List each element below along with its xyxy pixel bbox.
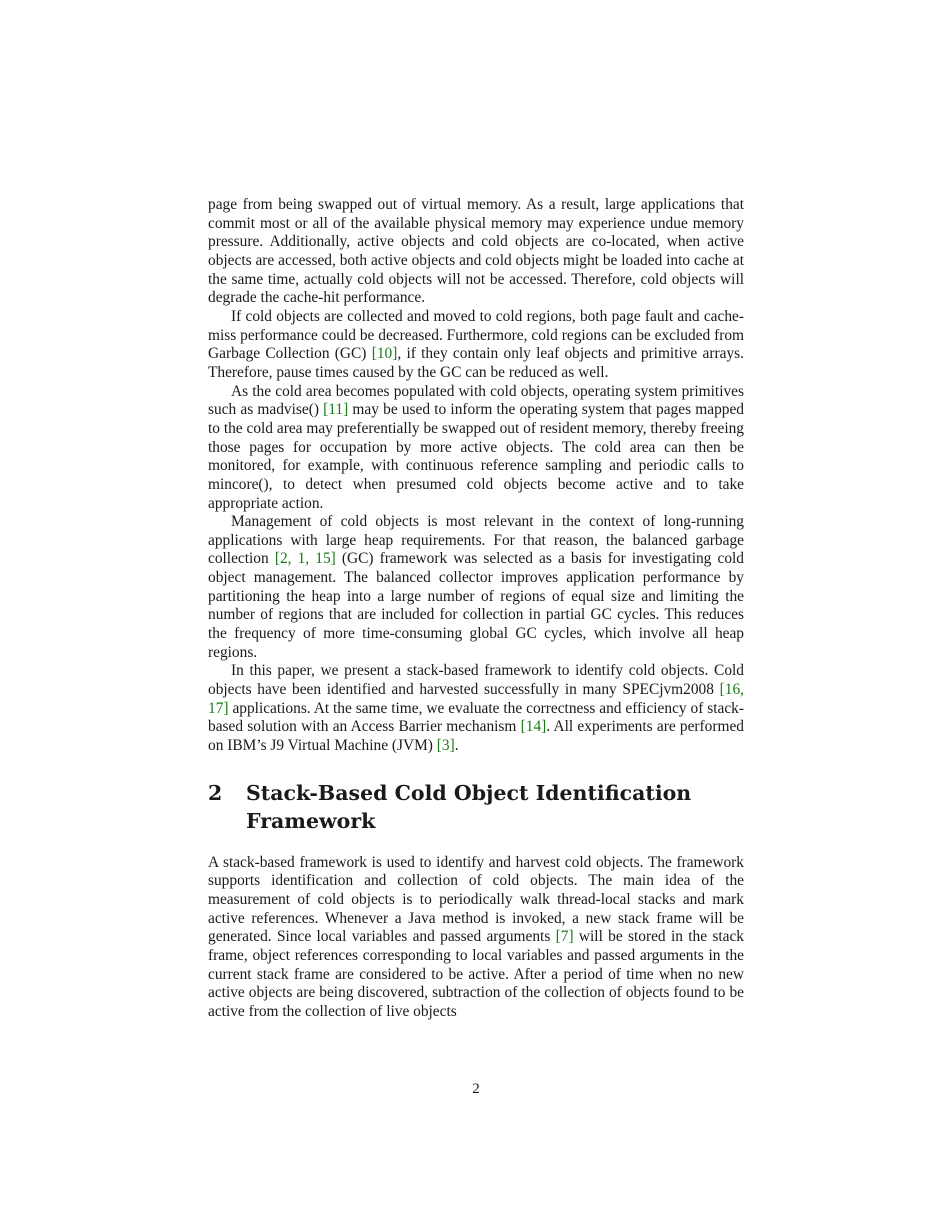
paragraph-text: If cold objects are collected and moved to cold regions, both page fault and cache-miss performance could be decreased. Furthermore, cold regions can be excluded from Garbage Collection (GC): [208, 307, 744, 363]
paragraph: [208, 196, 744, 308]
paragraph: [208, 308, 744, 383]
paragraph-text: Management of cold objects is most relevant in the context of long-running applications with large heap requirements. For that reason, the balanced garbage collection: [208, 513, 744, 568]
paragraph: [208, 662, 744, 755]
citation-link[interactable]: [16, 17]: [208, 681, 744, 717]
intro-paragraphs: [208, 196, 744, 756]
page-body: [208, 196, 744, 1022]
paragraph-text: In this paper, we present a stack-based framework to identify cold objects. Cold objects have been identified and harvested successfully in many SPECjvm2008: [208, 662, 744, 699]
paragraph-text: As the cold area becomes populated with cold objects, operating system primitives such as madvise(): [208, 382, 744, 419]
section-number: 2: [208, 780, 223, 805]
section-title: Stack-Based Cold Object Identification Framework: [246, 780, 692, 833]
section-heading: [208, 779, 744, 835]
paragraph-text: will be stored in the stack frame, object references corresponding to local variables and passed arguments in the current stack frame are considered to be active. After a period of time when no new active objects are being discovered, subtraction of the collection of objects found to be active from the collection of live objects: [208, 928, 744, 1020]
paragraph-text: A stack-based framework is used to identify and harvest cold objects. The framework supports identification and collection of cold objects. The main idea of the measurement of cold objects is to periodically walk thread-local stacks and mark active references. Whenever a Java method is invoked, a new stack frame will be generated. Since local variables and passed arguments: [208, 853, 744, 946]
paragraph-text: , if they contain only leaf objects and primitive arrays. Therefore, pause times caused by the GC can be reduced as well.: [208, 345, 744, 381]
paragraph-text: .: [454, 737, 459, 755]
paragraph-text: page from being swapped out of virtual memory. As a result, large applications that commit most or all of the available physical memory may experience undue memory pressure. Additionally, active objects and cold objects are co-located, when active objects are accessed, both active objects and cold objects might be loaded into cache at the same time, actually cold objects will not be accessed. Therefore, cold objects will degrade the cache-hit performance.: [208, 196, 744, 307]
citation-link[interactable]: [10]: [371, 345, 398, 363]
citation-link[interactable]: [3]: [436, 737, 455, 755]
section-paragraphs: [208, 854, 744, 1022]
citation-link[interactable]: [11]: [323, 401, 349, 419]
citation-link[interactable]: [7]: [555, 928, 574, 946]
paragraph-text: . All experiments are performed on IBM’s J9 Virtual Machine (JVM): [208, 718, 745, 755]
paragraph-text: applications. At the same time, we evaluate the correctness and efficiency of stack-based solution with an Access Barrier mechanism: [208, 699, 744, 736]
citation-link[interactable]: [14]: [520, 718, 547, 736]
paragraph-text: (GC) framework was selected as a basis for investigating cold object management. The balanced collector improves application performance by partitioning the heap into a large number of regions of equal size and limiting the number of regions that are included for collection in partial GC cycles. This reduces the frequency of more time-consuming global GC cycles, which involve all heap regions.: [208, 550, 744, 661]
paragraph: [208, 383, 744, 514]
paragraph: [208, 854, 744, 1022]
paragraph-text: may be used to inform the operating system that pages mapped to the cold area may preferentially be swapped out of resident memory, thereby freeing those pages for occupation by more active objects. The cold area can then be monitored, for example, with continuous reference sampling and periodic calls to mincore(), to detect when presumed cold objects become active and to take appropriate action.: [208, 401, 744, 512]
paragraph: [208, 513, 744, 662]
page-number: 2: [472, 1081, 480, 1097]
citation-link[interactable]: [2, 1, 15]: [274, 550, 336, 568]
